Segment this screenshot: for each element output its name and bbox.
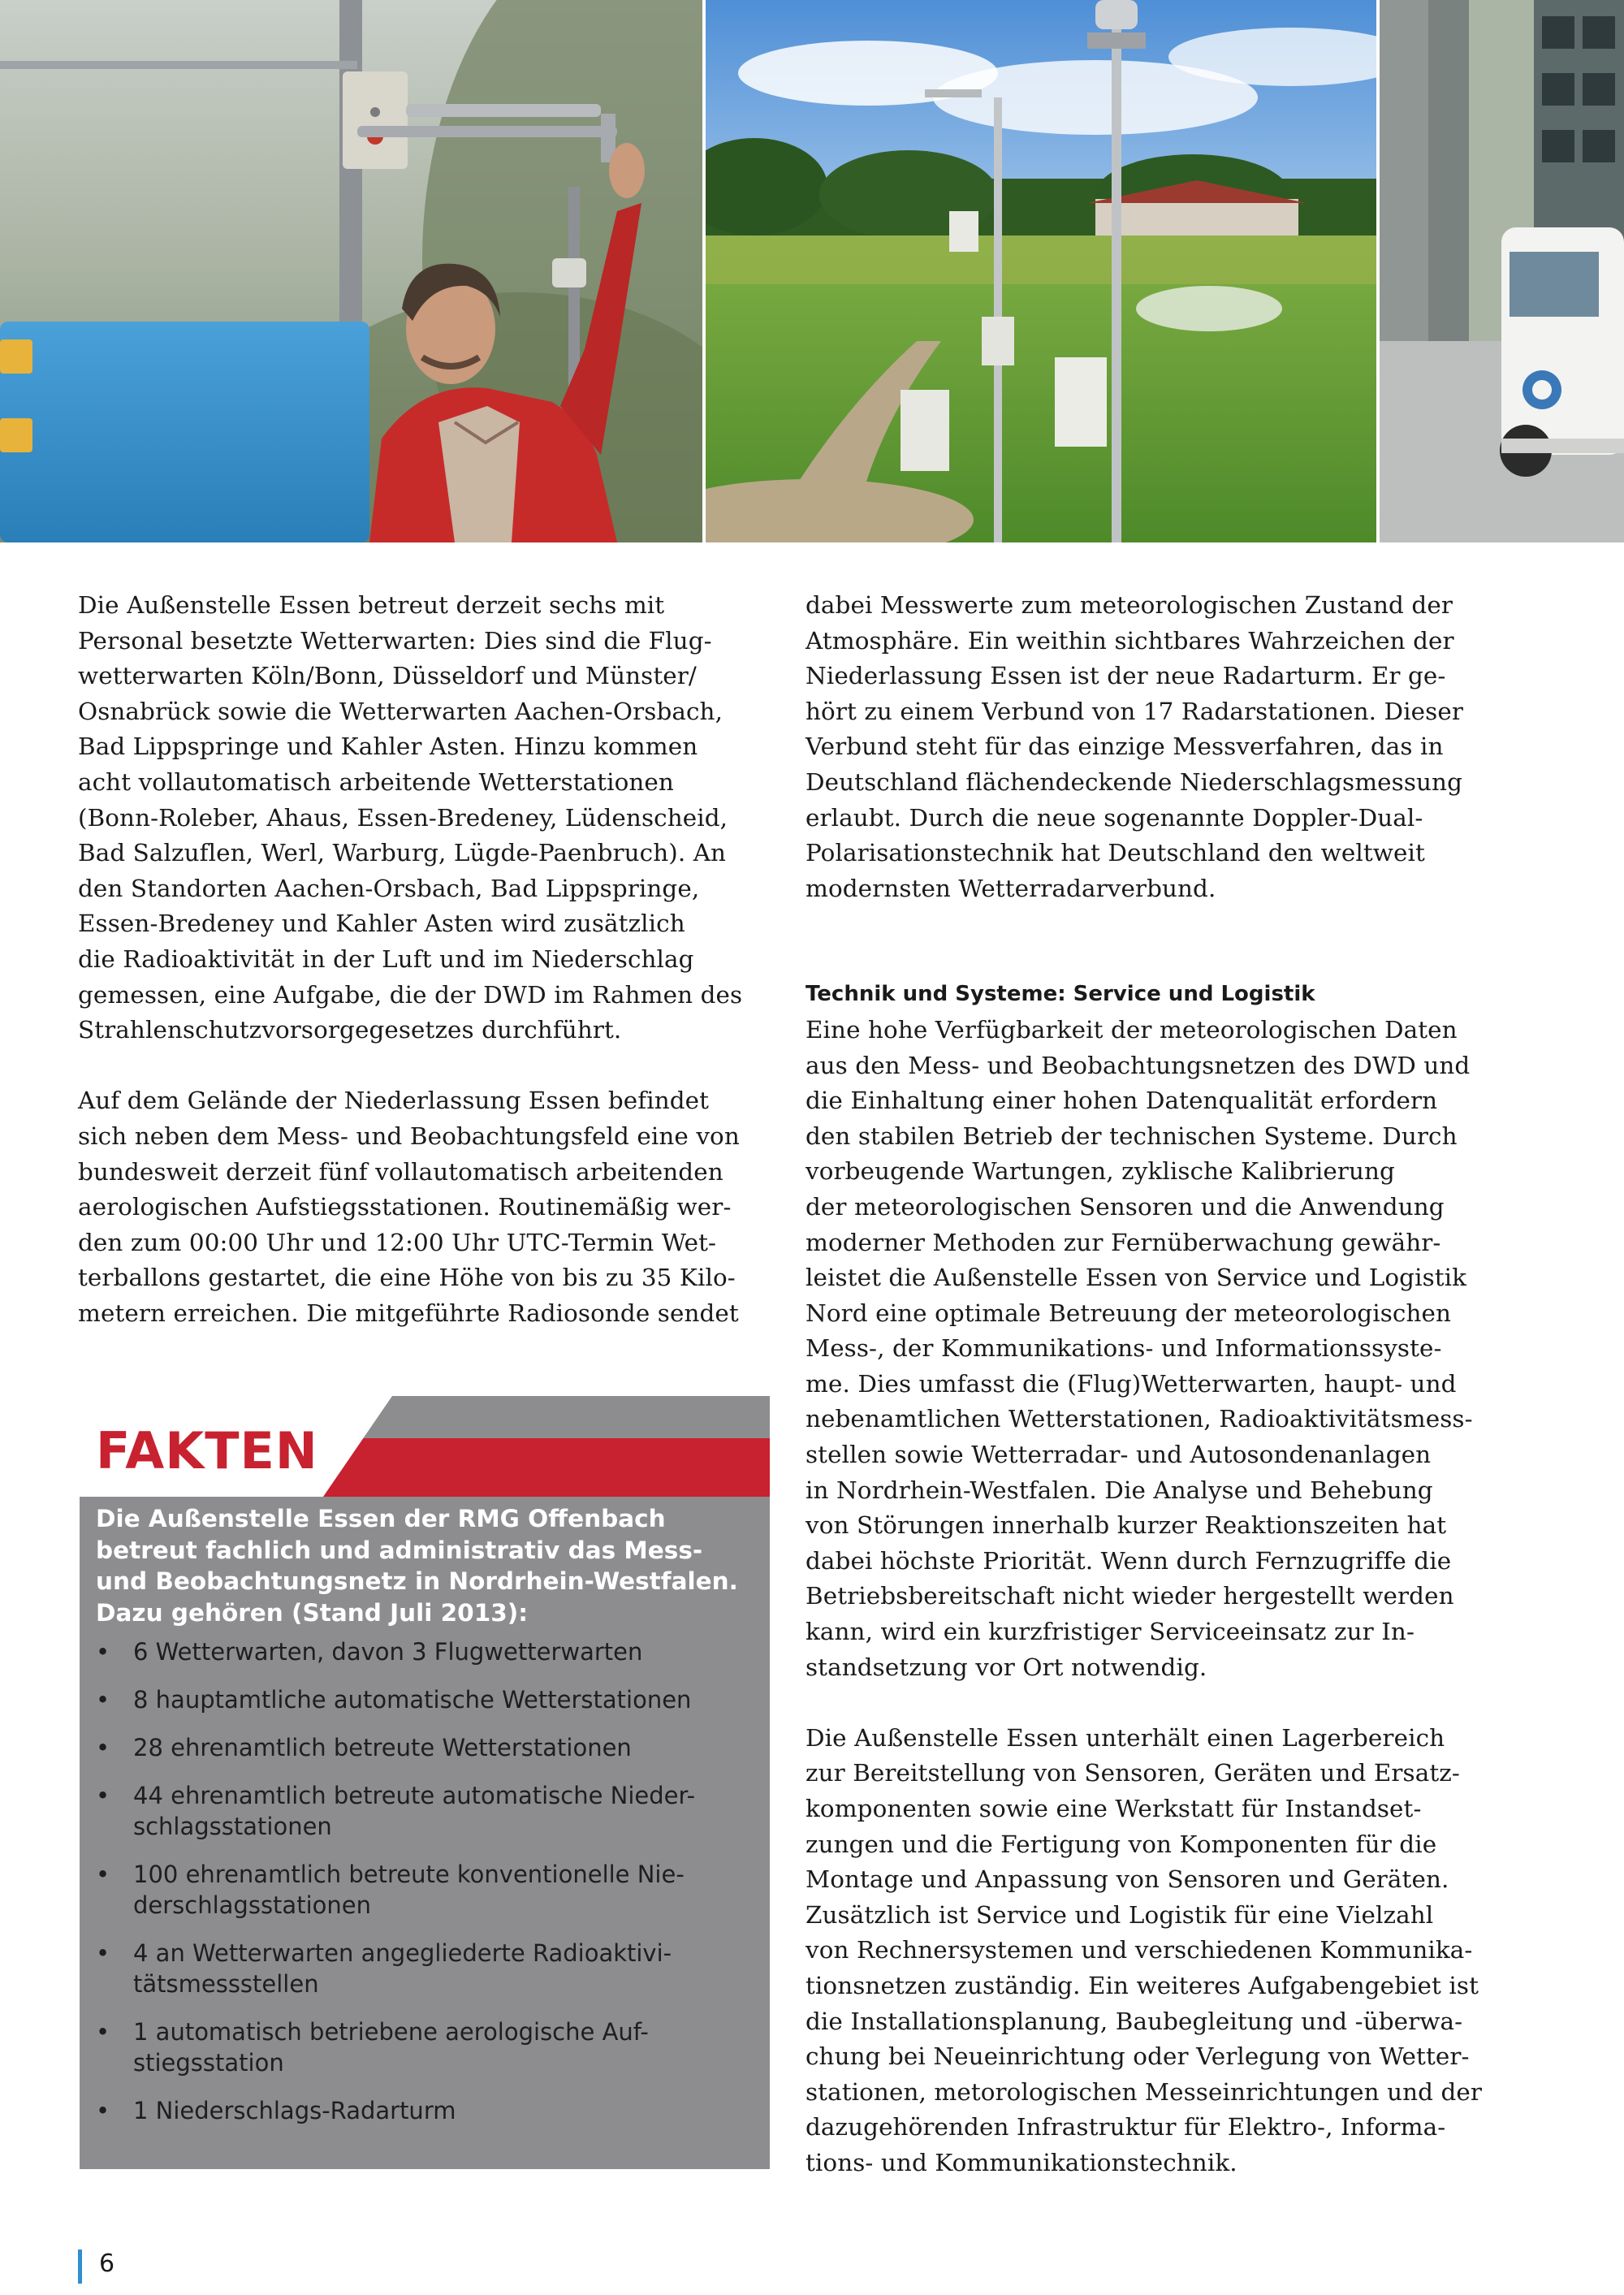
page-number: 6	[99, 2250, 115, 2278]
list-item: • 28 ehrenamtlich betreute Wetterstationen	[96, 1734, 632, 1761]
list-item: • 4 an Wetterwarten angegliederte Radioaktivi- tätsmessstellen	[96, 1939, 672, 1998]
left-paragraph-2: Auf dem Gelände der Niederlassung Essen befindet sich neben dem Mess- und Beobachtungsfeld eine von bundesweit derzeit fünf vollautomatisch arbeitenden aerologischen Aufstiegsstationen. Routinemäßig wer- den zum 00:00 Uhr und 12:00 Uhr UTC-Termin Wet- terballons gestartet, die eine Höhe von bis zu 35 Kilo- metern erreichen. Die mitgeführte Radiosonde sendet	[78, 1087, 740, 1327]
left-column	[78, 588, 776, 1331]
left-paragraph-1: Die Außenstelle Essen betreut derzeit sechs mit Personal besetzte Wetterwarten: Dies sind die Flug- wetterwarten Köln/Bonn, Düsseldorf und Münster/ Osnabrück sowie die Wetterwarten Aachen-Orsbach, Bad Lippspringe und Kahler Asten. Hinzu kommen acht vollautomatisch arbeitende Wetterstationen (Bonn-Roleber, Ahaus, Essen-Bredeney, Lüdenscheid, Bad Salzuflen, Werl, Warburg, Lügde-Paenbruch). An den Standorten Aachen-Orsbach, Bad Lippspringe, Essen-Bredeney und Kahler Asten wird zusätzlich die Radioaktivität in der Luft und im Niederschlag gemessen, eine Aufgabe, die der DWD im Rahmen des Strahlenschutzvorsorgegesetzes durchführt.	[78, 591, 743, 1044]
facts-intro: Die Außenstelle Essen der RMG Offenbach betreut fachlich und administrativ das Mess- und Beobachtungsnetz in Nordrhein-Westfalen. Dazu gehören (Stand Juli 2013):	[96, 1505, 738, 1627]
list-item: • 44 ehrenamtlich betreute automatische Nieder- schlagsstationen	[96, 1782, 696, 1840]
facts-title: FAKTEN	[96, 1421, 318, 1480]
list-item: • 6 Wetterwarten, davon 3 Flugwetterwarten	[96, 1638, 643, 1666]
list-item: • 1 Niederschlags-Radarturm	[96, 2097, 456, 2124]
facts-list	[96, 1636, 762, 2143]
list-item: • 1 automatisch betriebene aerologische Auf- stiegsstation	[96, 2018, 649, 2077]
right-paragraph-3: Die Außenstelle Essen unterhält einen Lagerbereich zur Bereitstellung von Sensoren, Geräten und Ersatz- komponenten sowie eine Werkstatt für Instandset- zungen und die Fertigung von Komponenten für die Montage und Anpassung von Sensoren und Geräten. Zusätzlich ist Service und Logistik für eine Vielzahl von Rechnersystemen und verschiedenen Kommunika- tionsnetzen zuständig. Ein weiteres Aufgabengebiet ist die Installationsplanung, Baubegleitung und -überwa- chung bei Neueinrichtung oder Verlegung von Wetter- stationen, metorologischen Messeinrichtungen und der dazugehörenden Infrastruktur für Elektro-, Informa- tions- und Kommunikationstechnik.	[806, 1723, 1483, 2176]
right-paragraph-2: Eine hohe Verfügbarkeit der meteorologischen Daten aus den Mess- und Beobachtungsnetzen des DWD und die Einhaltung einer hohen Datenqualität erfordern den stabilen Betrieb der technischen Systeme. Durch vorbeugende Wartungen, zyklische Kalibrierung der meteorologischen Sensoren und die Anwendung moderner Methoden zur Fernüberwachung gewähr- leistet die Außenstelle Essen von Service und Logistik Nord eine optimale Betreuung der meteorologischen Mess-, der Kommunikations- und Informationssyste- me. Dies umfasst die (Flug)Wetterwarten, haupt- und nebenamtlichen Wetterstationen, Radioaktivitätsmess- stellen sowie Wetterradar- und Autosondenanlagen in Nordrhein-Westfalen. Die Analyse und Behebung von Störungen innerhalb kurzer Reaktionszeiten hat dabei höchste Priorität. Wenn durch Fernzugriffe die Betriebsbereitschaft nicht wieder hergestellt werden kann, wird ein kurzfristiger Serviceeinsatz zur In- standsetzung vor Ort notwendig.	[806, 1015, 1473, 1681]
list-item: • 8 hauptamtliche automatische Wetterstationen	[96, 1686, 692, 1714]
photo-strip	[0, 0, 1624, 542]
photo-radiosonde-vehicle	[1380, 0, 1624, 542]
page-number-bar	[78, 2250, 82, 2284]
photo-technician	[0, 0, 702, 542]
section-heading: Technik und Systeme: Service und Logistik	[806, 982, 1315, 1007]
right-paragraph-1: dabei Messwerte zum meteorologischen Zustand der Atmosphäre. Ein weithin sichtbares Wahrzeichen der Niederlassung Essen ist der neue Radarturm. Er ge- hört zu einem Verbund von 17 Radarstationen. Dieser Verbund steht für das einzige Messverfahren, das in Deutschland flächendeckende Niederschlagsmessung erlaubt. Durch die neue sogenannte Doppler-Dual- Polarisationstechnik hat Deutschland den weltweit modernsten Wetterradarverbund.	[806, 591, 1463, 902]
facts-box	[80, 1396, 770, 2169]
list-item: • 100 ehrenamtlich betreute konventionelle Nie- derschlagsstationen	[96, 1861, 685, 1919]
photo-measurement-field	[706, 0, 1376, 542]
right-column	[806, 588, 1504, 2181]
